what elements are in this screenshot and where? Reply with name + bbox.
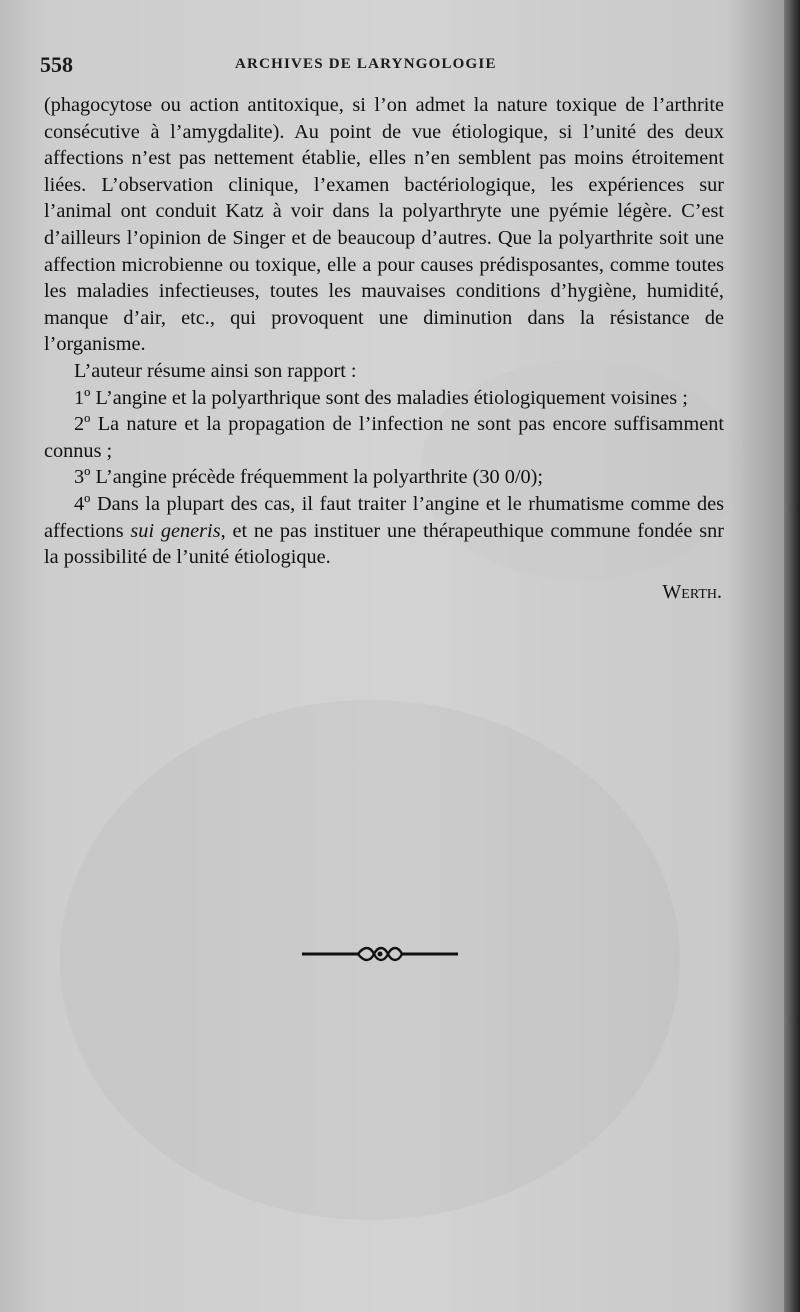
page-header — [40, 52, 730, 82]
page-number: 558 — [40, 52, 73, 77]
paragraph-summary-lead: L’auteur résume ainsi son rapport : — [74, 359, 357, 382]
author-signature: Werth. — [662, 580, 722, 603]
summary-point-3: 3º L’angine précède fréquemment la polyarthrite (30 0/0); — [74, 466, 544, 489]
summary-point-4 — [44, 491, 724, 571]
paragraph-intro: (phagocytose ou action antitoxique, si l’on admet la nature toxique de l’arthrite consécutive à l’amygdalite). Au point de vue étiologique, si l’unité des deux affections n’est pas nettement établie, elles n’en semblent pas moins étroitement liées. L’observation clinique, l’examen bactériologique, les expériences sur l’animal ont conduit Katz à voir dans la polyarthryte une pyémie légère. C’est d’ailleurs l’opinion de Singer et de beaucoup d’autres. Que la polyarthrite soit une affection microbienne ou toxique, elle a pour causes prédisposantes, comme toutes les maladies infectieuses, toutes les mauvaises conditions d’hygiène, humidité, manque d’air, etc., qui provoquent une diminution dans la résistance de l’organisme. — [44, 94, 724, 356]
page-edge-shadow — [784, 0, 800, 1312]
article-body — [44, 92, 724, 605]
ornament-divider-icon — [300, 944, 460, 964]
summary-point-1: 1º L’angine et la polyarthrique sont des maladies étiologiquement voisines ; — [74, 386, 688, 409]
summary-point-2: 2º La nature et la propagation de l’infection ne sont pas encore suffisamment connus ; — [44, 413, 724, 462]
running-title: ARCHIVES DE LARYNGOLOGIE — [235, 56, 497, 72]
summary-point-4-text-b: , et ne pas instituer une thérapeuthique commune fondée snr la possibilité de l’unité étiologique. — [44, 519, 724, 569]
summary-point-4-italic: sui generis — [130, 519, 221, 542]
summary-point-4-text-a: 4º Dans la plupart des cas, il faut traiter l’angine et le rhumatisme comme des affections — [44, 492, 724, 542]
